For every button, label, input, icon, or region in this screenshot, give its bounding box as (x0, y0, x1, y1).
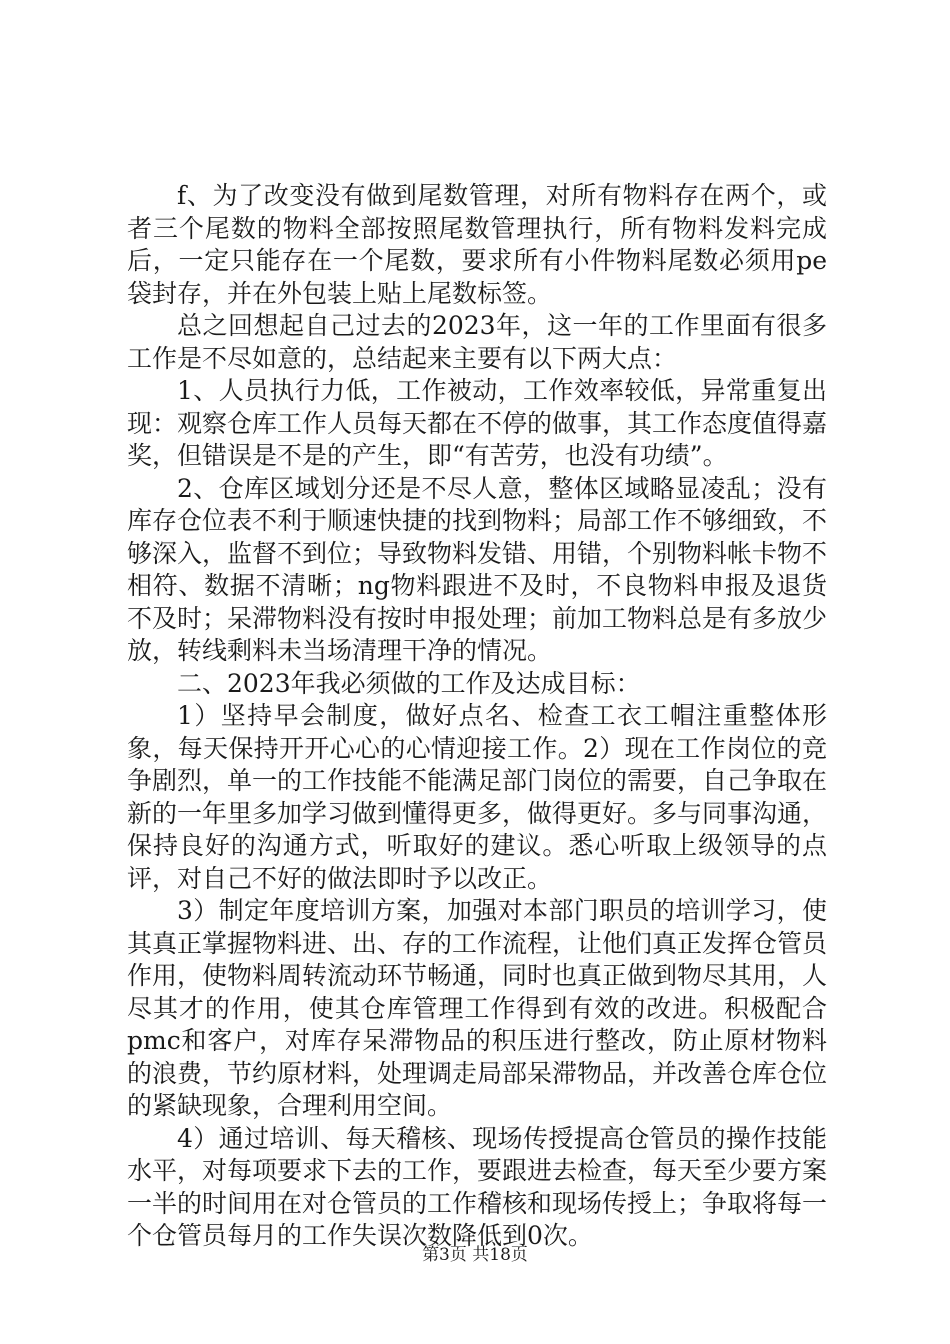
paragraph-tail-management: f、为了改变没有做到尾数管理，对所有物料存在两个，或者三个尾数的物料全部按照尾数管理执行，所有物料发料完成后，一定只能存在一个尾数，要求所有小件物料尾数必须用pe袋封存，并在外包装上贴上尾数标签。 (127, 181, 827, 308)
paragraph-goal-3: 3）制定年度培训方案，加强对本部门职员的培训学习，使其真正掌握物料进、出、存的工作流程，让他们真正发挥仓管员作用，使物料周转流动环节畅通，同时也真正做到物尽其用，人尽其才的作用，使其仓库管理工作得到有效的改进。积极配合pmc和客户，对库存呆滞物品的积压进行整改，防止原材物料的浪费，节约原材料，处理调走局部呆滞物品，并改善仓库仓位的紧缺现象，合理利用空间。 (127, 896, 828, 1120)
paragraph-point-1: 1、人员执行力低，工作被动，工作效率较低，异常重复出现：观察仓库工作人员每天都在不停的做事，其工作态度值得嘉奖，但错误是不是的产生，即“有苦劳，也没有功绩”。 (127, 376, 828, 470)
paragraph-goal-1-2: 1）坚持早会制度，做好点名、检查工衣工帽注重整体形象，每天保持开开心心的心情迎接工作。2）现在工作岗位的竞争剧烈，单一的工作技能不能满足部门岗位的需要，自己争取在新的一年里多加学习做到懂得更多，做得更好。多与同事沟通，保持良好的沟通方式，听取好的建议。悉心听取上级领导的点评，对自己不好的做法即时予以改正。 (127, 701, 828, 893)
document-body (127, 180, 827, 1253)
page-number: 第3页 共18页 (422, 1245, 528, 1265)
paragraph-point-2: 2、仓库区域划分还是不尽人意，整体区域略显凌乱；没有库存仓位表不利于顺速快捷的找到物料；局部工作不够细致，不够深入，监督不到位；导致物料发错、用错，个别物料帐卡物不相符、数据不清晰；ng物料跟进不及时，不良物料申报及退货不及时；呆滞物料没有按时申报处理；前加工物料总是有多放少放，转线剩料未当场清理干净的情况。 (127, 473, 828, 665)
section-heading-goals: 二、2023年我必须做的工作及达成目标： (177, 668, 641, 698)
paragraph-goal-4: 4）通过培训、每天稽核、现场传授提高仓管员的操作技能水平，对每项要求下去的工作，要跟进去检查，每天至少要方案一半的时间用在对仓管员的工作稽核和现场传授上；争取将每一个仓管员每月的工作失误次数降低到0次。 (127, 1123, 828, 1250)
paragraph-summary-intro: 总之回想起自己过去的2023年，这一年的工作里面有很多工作是不尽如意的，总结起来主要有以下两大点： (127, 311, 827, 373)
